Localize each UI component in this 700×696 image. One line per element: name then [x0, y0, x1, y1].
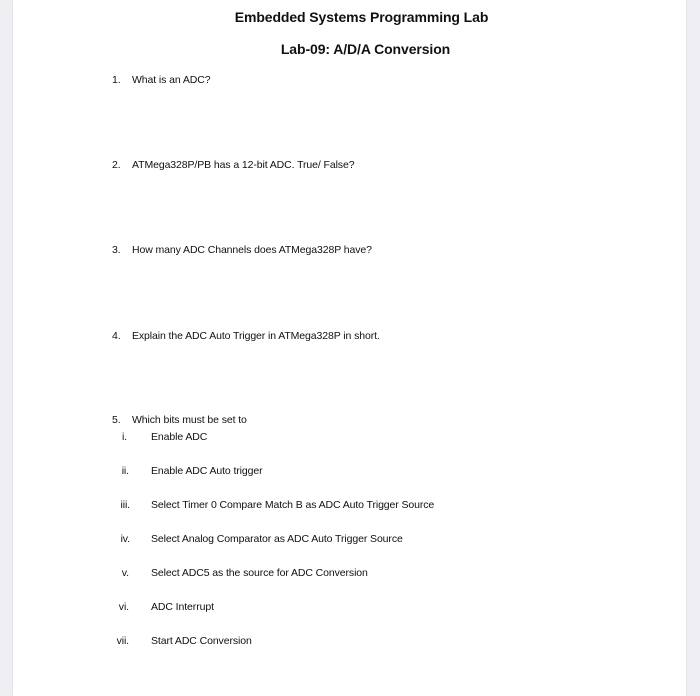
subitem-text: Enable ADC [151, 431, 208, 443]
question-number: 2. [112, 159, 121, 171]
question-4 [112, 330, 380, 342]
subitem-numeral: iii. [120, 499, 130, 511]
question-2 [112, 159, 354, 171]
subitem-numeral: vii. [116, 635, 129, 647]
question-text: How many ADC Channels does ATMega328P have? [132, 244, 372, 256]
subitem-text: Select Analog Comparator as ADC Auto Trigger Source [151, 533, 403, 545]
document-page [13, 0, 686, 696]
subitem-numeral: iv. [120, 533, 130, 545]
subitem-numeral: ii. [121, 465, 129, 477]
subitem-text: Start ADC Conversion [151, 635, 252, 647]
question-3 [112, 244, 372, 256]
question-text: Explain the ADC Auto Trigger in ATMega328P in short. [132, 330, 380, 342]
question-number: 1. [112, 74, 121, 86]
subitem-numeral: i. [121, 431, 127, 443]
question-number: 4. [112, 330, 121, 342]
subitem-text: ADC Interrupt [151, 601, 214, 613]
question-number: 5. [112, 414, 121, 426]
question-5 [112, 414, 247, 426]
question-text: What is an ADC? [132, 74, 211, 86]
document-title: Embedded Systems Programming Lab [234, 9, 489, 25]
subitem-numeral: v. [121, 567, 129, 579]
subitem-text: Select Timer 0 Compare Match B as ADC Auto Trigger Source [151, 499, 435, 511]
document-subtitle: Lab-09: A/D/A Conversion [280, 41, 451, 57]
question-text: ATMega328P/PB has a 12-bit ADC. True/ False? [132, 159, 355, 171]
question-text: Which bits must be set to [132, 414, 247, 426]
subitem-text: Enable ADC Auto trigger [151, 465, 263, 477]
question-1 [112, 74, 210, 86]
question-number: 3. [112, 244, 121, 256]
subitem-text: Select ADC5 as the source for ADC Conversion [151, 567, 368, 579]
subitem-numeral: vi. [118, 601, 129, 613]
